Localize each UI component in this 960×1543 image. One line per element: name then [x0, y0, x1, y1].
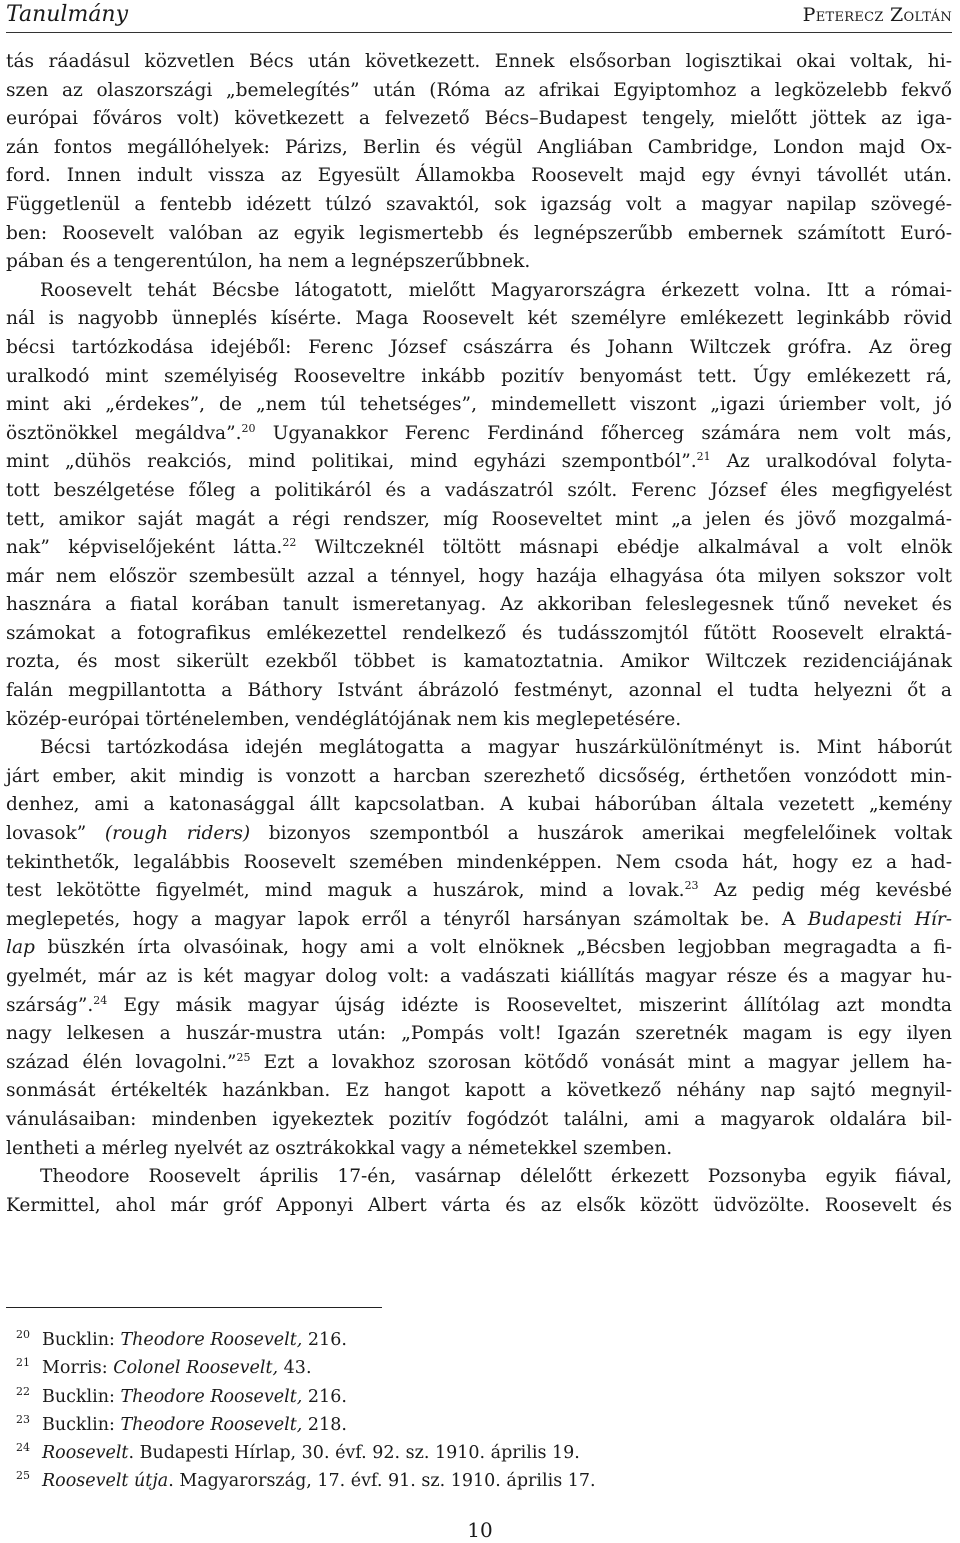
text-line: Theodore Roosevelt április 17-én, vasárnap délelőtt érkezett Pozsonyba egyik fiával,: [40, 1166, 952, 1188]
text-line: gyelmét, már az is két magyar dolog volt: a vadászati kiállítás magyar része és a magyar hu-: [6, 966, 952, 987]
text-line: tás ráadásul közvetlen Bécs után következett. Ennek elsősorban logisztikai okai voltak, hi-: [6, 51, 952, 72]
text-line: [6, 534, 952, 563]
footnote: [6, 1326, 906, 1354]
text-run: Egy másik magyar újság idézte is Rooseveltet, miszerint állítólag azt mondta: [107, 994, 952, 1016]
text-run: nak” képviselőjeként látta.: [6, 537, 283, 559]
text-line: ford. Innen indult vissza az Egyesült Államokba Roosevelt majd egy évnyi távollét után.: [6, 165, 952, 187]
text-run: meglepetés, hogy a magyar lapok erről a tényről harsányan számoltak be. A: [6, 908, 808, 930]
text-line: zán fontos megállóhelyek: Párizs, Berlin és végül Angliában Cambridge, London majd Ox-: [6, 136, 952, 158]
footnote-number: 22: [16, 1384, 30, 1398]
text-run: Az uralkodóval folyta-: [710, 451, 952, 473]
footnote-ref: 21: [696, 450, 711, 464]
footnote-text: . Budapesti Hírlap, 30. évf. 92. sz. 1910. április 19.: [128, 1443, 580, 1464]
footnote-number: 23: [16, 1412, 30, 1426]
text-line: nagy lelkesen a huszár-mustra után: „Pompás volt! Igazán szeretnék magam is egy ilyen: [6, 1023, 952, 1045]
text-line: falán megpillantotta a Báthory Istvánt ábrázoló festményt, azonnal el tudta helyezni őt a: [6, 680, 952, 702]
text-line: [6, 906, 952, 935]
paragraph: [6, 734, 952, 1163]
text-line: tekinthetők, legalábbis Roosevelt szemében mindenképpen. Nem csoda hát, hogy ez a had-: [6, 851, 952, 873]
footnote-text: Bucklin:: [42, 1386, 121, 1407]
text-line: [6, 420, 952, 449]
footnote-ref: 24: [93, 993, 108, 1007]
text-run: Ugyanakkor Ferenc Ferdinánd főherceg számára nem volt más,: [255, 422, 952, 444]
text-line: [6, 1049, 952, 1078]
footnote-ref: 20: [241, 421, 256, 435]
text-line: mint aki „érdekes”, de „nem túl tehetséges”, mindemellett viszont „igazi úriember volt, jó: [6, 394, 952, 416]
text-line: [6, 992, 952, 1021]
text-line: Függetlenül a fentebb idézett túlzó szavaktól, sok igazság volt a magyar napilap szövegé-: [6, 193, 952, 215]
italic-phrase: (rough riders): [104, 823, 251, 845]
footnote-ref: 22: [282, 535, 297, 549]
footnote-title: Theodore Roosevelt,: [120, 1330, 303, 1350]
footnote-text: 43.: [278, 1358, 312, 1379]
footnote-ref: 23: [684, 879, 699, 893]
text-run: Az pedig még kevésbé: [698, 880, 952, 902]
text-run: ösztönökkel megáldva”.: [6, 422, 242, 444]
text-line: [6, 448, 952, 477]
footnote-text: Morris:: [42, 1358, 114, 1379]
running-header: [6, 0, 952, 33]
body-text: [6, 48, 952, 1220]
text-line: sonmását értékelték hazánkban. Ez hangot kapott a következő néhány nap sajtó megnyil-: [6, 1080, 952, 1102]
text-line: [6, 934, 952, 963]
text-line: közép-európai történelemben, vendéglátójának nem kis meglepetésére.: [6, 708, 682, 730]
footnote-text: 218.: [302, 1414, 347, 1435]
text-run: mint „dühös reakciós, mind politikai, mind egyházi szempontból”.: [6, 451, 697, 473]
text-line: hasznára a fiatal korában tanult ismeretanyag. Az akkoriban feleslegesnek tűnő neveket és: [6, 594, 952, 616]
footnote-title: Colonel Roosevelt,: [113, 1358, 279, 1379]
footnote-text: . Magyarország, 17. évf. 91. sz. 1910. április 17.: [168, 1471, 596, 1492]
text-run: Wiltczeknél töltött másnapi ebédje alkalmával a volt elnök: [296, 537, 952, 559]
footnote: [6, 1439, 906, 1467]
page-number: 10: [467, 1518, 493, 1542]
text-line: vánulásaiban: mindenben igyekeztek pozitív fogódzót találni, ami a magyarok oldalára bil-: [6, 1108, 952, 1130]
italic-phrase: lap: [6, 937, 35, 959]
text-run: bizonyos szempontból a huszárok amerikai megfelelőinek voltak: [250, 823, 952, 845]
footnote-number: 24: [16, 1441, 30, 1455]
text-line: rozta, és most sikerült ezekből többet is kamatoztatnia. Amikor Wiltczek rezidenciájának: [6, 651, 952, 673]
footnote-text: 216.: [302, 1386, 347, 1407]
footnote-number: 20: [16, 1328, 30, 1341]
text-line: Bécsi tartózkodása idején meglátogatta a magyar huszárkülönítményt is. Mint háborút: [40, 737, 952, 759]
text-line: már nem először szembesült azzal a ténnyel, hogy hazája elhagyása óta milyen sokszor volt: [6, 565, 952, 587]
footnote: [6, 1383, 906, 1411]
text-line: pában és a tengerentúlon, ha nem a legnépszerűbbnek.: [6, 251, 531, 273]
text-line: nál is nagyobb ünneplés kísérte. Maga Roosevelt két személyre emlékezett leginkább rövid: [6, 308, 952, 330]
footnote-ref: 25: [236, 1050, 251, 1064]
footnote-title: Theodore Roosevelt,: [120, 1414, 303, 1435]
footnote: [6, 1354, 906, 1382]
footnote-separator: [6, 1307, 382, 1308]
text-line: európai főváros volt) következett a felvezető Bécs–Budapest tengely, mielőtt jöttek az iga-: [6, 108, 952, 130]
text-line: Kermittel, ahol már gróf Apponyi Albert várta és az elsők között üdvözölte. Roosevelt és: [6, 1194, 952, 1216]
text-line: bécsi tartózkodása idejéből: Ferenc József császárra és Johann Wiltczek grófra. Az öreg: [6, 336, 952, 358]
footnote-title: Roosevelt: [42, 1443, 129, 1464]
paragraph: [6, 48, 952, 277]
footnote-number: 21: [16, 1356, 30, 1370]
text-line: lentheti a mérleg nyelvét az osztrákokkal vagy a németekkel szemben.: [6, 1137, 673, 1159]
text-line: [6, 820, 952, 849]
section-label: Tanulmány: [6, 2, 129, 27]
footnote-text: Bucklin:: [42, 1414, 121, 1435]
author-name: Peterecz Zoltán: [802, 4, 952, 26]
italic-phrase: Budapesti Hír-: [807, 908, 952, 930]
text-run: Ezt a lovakhoz szorosan kötődő vonását mint a magyar jellem ha-: [250, 1051, 952, 1073]
text-line: járt ember, akit mindig is vonzott a harcban szerezhető dicsőség, érthetően vonzódott min-: [6, 765, 952, 787]
text-line: számokat a fotografikus emlékezettel rendelkező és tudásszomjtól fűtött Roosevelt elraktá-: [6, 622, 952, 644]
footnote-title: Theodore Roosevelt,: [120, 1386, 303, 1407]
text-run: szárság”.: [6, 994, 94, 1016]
text-run: test lekötötte figyelmét, mind maguk a huszárok, mind a lovak.: [6, 880, 685, 902]
text-line: uralkodó mint személyiség Rooseveltre inkább pozitív benyomást tett. Úgy emlékezett rá,: [6, 365, 952, 387]
paragraph: [6, 277, 952, 735]
paragraph: [6, 1163, 952, 1220]
text-line: denhez, ami a katonasággal állt kapcsolatban. A kubai háborúban általa vezetett „kemény: [6, 794, 952, 816]
text-line: tott beszélgetése főleg a politikáról és a vadászatról szólt. Ferenc József éles megfigyelést: [6, 479, 952, 501]
text-line: szen az olaszországi „bemelegítés” után (Róma az afrikai Egyiptomhoz a legközelebb fekvő: [6, 79, 952, 101]
footnote-title: Roosevelt útja: [42, 1471, 169, 1492]
footnote: [6, 1411, 906, 1439]
footnote: [6, 1467, 906, 1495]
text-run: büszkén írta olvasóinak, hogy ami a volt elnöknek „Bécsben legjobban megragadta a fi-: [34, 937, 952, 959]
text-line: Roosevelt tehát Bécsbe látogatott, mielőtt Magyarországra érkezett volna. Itt a római-: [40, 279, 952, 301]
footnote-text: 216.: [302, 1330, 347, 1350]
text-line: ben: Roosevelt valóban az egyik legismertebb és legnépszerűbb embernek számított Euró-: [6, 222, 952, 244]
text-run: század élén lovagolni.”: [6, 1051, 237, 1073]
footnotes: [6, 1326, 906, 1496]
footnote-number: 25: [16, 1469, 30, 1483]
text-line: [6, 877, 952, 906]
text-run: lovasok”: [6, 823, 105, 845]
text-line: tett, amikor saját magát a régi rendszer, míg Rooseveltet mint „a jelen és jövő mozgalmá-: [6, 508, 952, 530]
footnote-text: Bucklin:: [42, 1330, 121, 1350]
